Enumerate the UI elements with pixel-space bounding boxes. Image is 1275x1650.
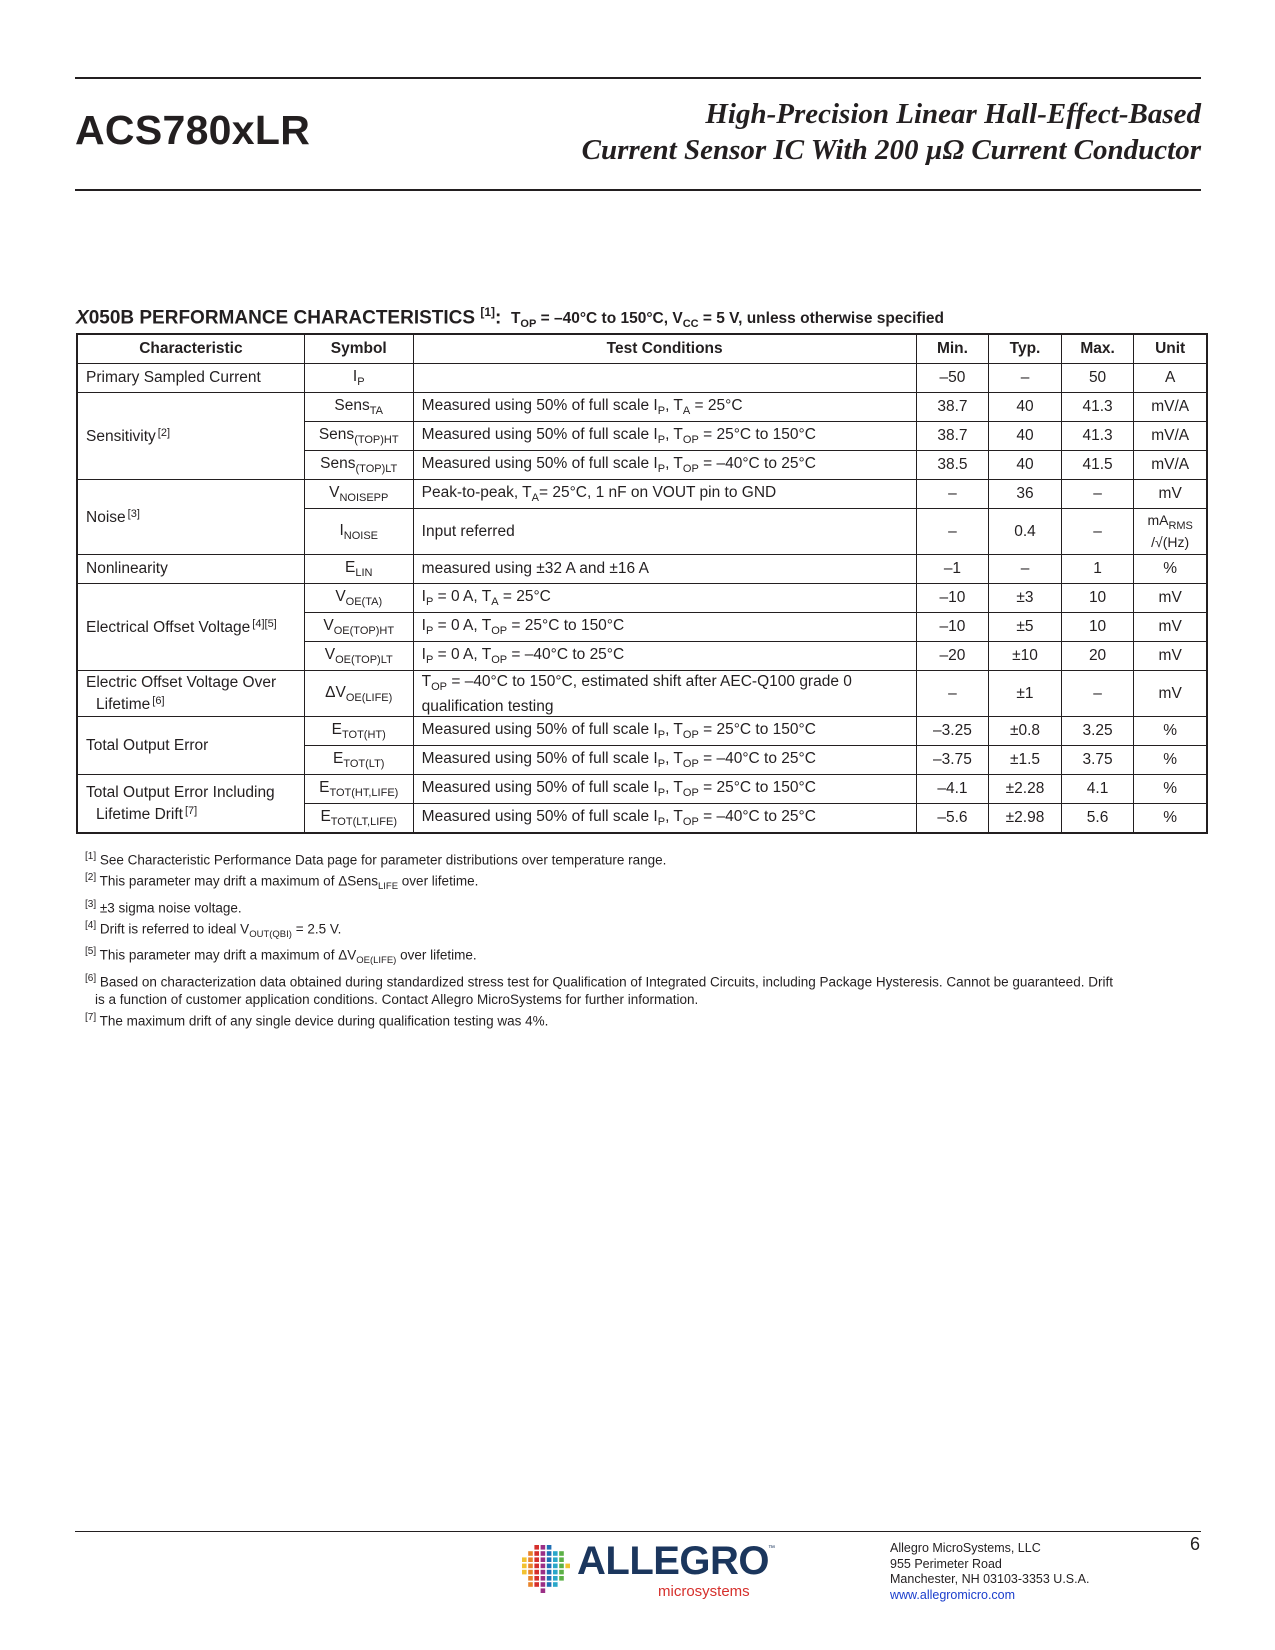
max-cell: 10 bbox=[1061, 584, 1134, 613]
characteristic-text: Noise bbox=[86, 508, 126, 526]
address-line-1: Allegro MicroSystems, LLC bbox=[890, 1541, 1041, 1555]
typ-cell: ±1.5 bbox=[989, 746, 1062, 775]
logo-dot bbox=[541, 1576, 546, 1581]
min-cell: 38.7 bbox=[916, 422, 989, 451]
test-conditions-cell: $I_P = 0$ A, $T_A = 25^\circ C$ bbox=[413, 584, 916, 613]
table-row bbox=[77, 671, 1207, 717]
characteristic-text-line2: Lifetime bbox=[96, 696, 151, 713]
typ-cell: 40 bbox=[989, 451, 1062, 480]
max-cell: 50 bbox=[1061, 364, 1134, 393]
cond-end: = 5 V, unless otherwise specified bbox=[698, 310, 944, 328]
characteristic-text-line1: Total Output Error Including bbox=[86, 784, 275, 801]
unit-cell: % bbox=[1134, 717, 1207, 746]
logo-subtitle: microsystems bbox=[658, 1583, 750, 1600]
symbol-sub: TA bbox=[369, 405, 384, 417]
address-line-2: 955 Perimeter Road bbox=[890, 1556, 1002, 1571]
logo-dot bbox=[528, 1551, 533, 1556]
header-typ: Typ. bbox=[989, 334, 1062, 364]
max-cell: 41.3 bbox=[1061, 393, 1134, 422]
characteristic-cell bbox=[77, 775, 304, 834]
unit-cell: mV bbox=[1134, 584, 1207, 613]
min-cell: –1 bbox=[916, 555, 989, 584]
symbol-cell bbox=[304, 775, 413, 804]
test-conditions-cell: measured using ±32 A and ±16 A bbox=[413, 555, 916, 584]
unit-cell: mV bbox=[1134, 642, 1207, 671]
section-title-ref: [1] bbox=[480, 305, 496, 319]
typ-cell: – bbox=[989, 555, 1062, 584]
typ-cell: ±0.8 bbox=[989, 717, 1062, 746]
note-ref: [2] bbox=[157, 426, 171, 439]
note-ref: [4][5] bbox=[252, 617, 277, 630]
symbol-sub: TOT(LT) bbox=[343, 758, 385, 770]
typ-cell: ±2.98 bbox=[989, 804, 1062, 834]
typ-cell: ±1 bbox=[989, 671, 1062, 717]
logo-dot bbox=[528, 1557, 533, 1562]
cond-t: T bbox=[510, 310, 521, 328]
section-title-colon: : bbox=[495, 307, 502, 329]
max-cell: 20 bbox=[1061, 642, 1134, 671]
symbol: I bbox=[352, 368, 358, 385]
max-cell: 3.25 bbox=[1061, 717, 1134, 746]
company-address bbox=[890, 1541, 1089, 1603]
footnote-2: [2] This parameter may drift a maximum of ΔSens$_{LIFE}$ over lifetime. bbox=[85, 872, 479, 893]
logo-dot bbox=[553, 1582, 558, 1587]
test-conditions-cell: Measured using 50% of full scale $I_P$, $T_{OP} = 25^\circ C$ to 150°C bbox=[413, 422, 916, 451]
footnote-7: [7] The maximum drift of any single device during qualification testing was 4%. bbox=[85, 1011, 549, 1029]
characteristic-cell: Nonlinearity bbox=[77, 555, 304, 584]
unit-cell: % bbox=[1134, 775, 1207, 804]
table-row bbox=[77, 717, 1207, 746]
logo-dot bbox=[547, 1576, 552, 1581]
logo-dot bbox=[559, 1564, 564, 1569]
logo-dot bbox=[547, 1564, 552, 1569]
characteristic-cell bbox=[77, 480, 304, 555]
table-row bbox=[77, 480, 1207, 509]
max-cell: – bbox=[1061, 671, 1134, 717]
logo-dot bbox=[547, 1582, 552, 1587]
symbol-cell bbox=[304, 717, 413, 746]
symbol-sub: TOT(HT) bbox=[342, 729, 386, 741]
symbol: V bbox=[323, 617, 334, 634]
header-symbol: Symbol bbox=[304, 334, 413, 364]
symbol-cell bbox=[304, 364, 413, 393]
performance-characteristics-table bbox=[76, 333, 1208, 834]
unit-cell: mV bbox=[1134, 480, 1207, 509]
characteristic-cell bbox=[77, 584, 304, 671]
footer-rule bbox=[75, 1531, 1201, 1532]
symbol-sub: OE(TA) bbox=[345, 596, 383, 608]
section-title bbox=[76, 305, 944, 330]
symbol-cell bbox=[304, 451, 413, 480]
symbol: E bbox=[332, 750, 344, 767]
typ-cell: 40 bbox=[989, 422, 1062, 451]
logo-dot bbox=[547, 1557, 552, 1562]
unit-cell bbox=[1134, 509, 1207, 555]
title-line-1: High-Precision Linear Hall-Effect-Based bbox=[705, 98, 1201, 130]
test-conditions-cell: Measured using 50% of full scale $I_P$, $T_{OP} = -40^\circ C$ to 25°C bbox=[413, 804, 916, 834]
unit-cell: % bbox=[1134, 555, 1207, 584]
test-conditions-cell: Measured using 50% of full scale $I_P$, $T_{OP} = 25^\circ C$ to 150°C bbox=[413, 775, 916, 804]
symbol-sub: NOISEPP bbox=[339, 492, 389, 504]
logo-dot bbox=[522, 1570, 527, 1575]
typ-cell: 40 bbox=[989, 393, 1062, 422]
test-conditions-cell: $I_P = 0$ A, $T_{OP} = -40^\circ C$ to 25°C bbox=[413, 642, 916, 671]
typ-cell: ±10 bbox=[989, 642, 1062, 671]
unit-cell: mV/A bbox=[1134, 451, 1207, 480]
symbol: V bbox=[324, 646, 336, 663]
part-number: ACS780xLR bbox=[75, 107, 311, 153]
characteristic-cell: Total Output Error bbox=[77, 717, 304, 775]
logo-dot bbox=[534, 1582, 539, 1587]
min-cell: –5.6 bbox=[916, 804, 989, 834]
note-ref: [6] bbox=[152, 695, 165, 707]
footnote-3: [3] ±3 sigma noise voltage. bbox=[85, 898, 242, 916]
logo-trademark: ™ bbox=[768, 1545, 775, 1552]
logo-dot bbox=[553, 1576, 558, 1581]
min-cell: –4.1 bbox=[916, 775, 989, 804]
symbol: V bbox=[329, 484, 340, 501]
logo-dot bbox=[534, 1545, 539, 1550]
note-ref: [7] bbox=[185, 805, 198, 817]
logo-dot bbox=[565, 1564, 570, 1569]
allegro-logo-mark-icon bbox=[520, 1543, 570, 1593]
unit-cell: A bbox=[1134, 364, 1207, 393]
symbol-sub: TOT(HT,LIFE) bbox=[329, 787, 399, 799]
characteristic-text: Electrical Offset Voltage bbox=[86, 618, 251, 636]
characteristic-text: Sensitivity bbox=[86, 427, 156, 445]
test-conditions-cell: Measured using 50% of full scale $I_P$, $T_A = 25^\circ C$ bbox=[413, 393, 916, 422]
typ-cell: – bbox=[989, 364, 1062, 393]
symbol-cell bbox=[304, 671, 413, 717]
header-test-conditions: Test Conditions bbox=[413, 334, 916, 364]
logo-dot bbox=[522, 1557, 527, 1562]
section-conditions bbox=[507, 310, 944, 331]
section-title-text: 050B PERFORMANCE CHARACTERISTICS bbox=[88, 307, 476, 329]
min-cell: –10 bbox=[916, 613, 989, 642]
logo-dot bbox=[541, 1588, 546, 1593]
symbol: ΔV bbox=[325, 683, 346, 701]
page-number: 6 bbox=[1189, 1534, 1200, 1554]
header-top-rule bbox=[75, 77, 1201, 79]
symbol: V bbox=[335, 588, 346, 605]
logo-dot bbox=[528, 1582, 533, 1587]
min-cell: –20 bbox=[916, 642, 989, 671]
logo-dot bbox=[528, 1564, 533, 1569]
symbol: I bbox=[339, 521, 344, 539]
footnotes bbox=[85, 848, 1205, 1030]
logo-dot bbox=[553, 1564, 558, 1569]
min-cell: – bbox=[916, 509, 989, 555]
table-row bbox=[77, 393, 1207, 422]
symbol-cell bbox=[304, 422, 413, 451]
symbol-cell bbox=[304, 555, 413, 584]
symbol: E bbox=[319, 779, 330, 796]
logo-dot bbox=[534, 1564, 539, 1569]
cond-t-sub: OP bbox=[520, 318, 537, 331]
logo-dot bbox=[559, 1576, 564, 1581]
logo-dot bbox=[534, 1557, 539, 1562]
symbol-cell bbox=[304, 509, 413, 555]
cond-v-sub: CC bbox=[682, 318, 699, 331]
symbol-cell bbox=[304, 393, 413, 422]
logo-dot bbox=[547, 1545, 552, 1550]
logo-dot bbox=[522, 1564, 527, 1569]
symbol-cell bbox=[304, 642, 413, 671]
logo-dot bbox=[534, 1576, 539, 1581]
symbol-sub: (TOP)LT bbox=[355, 463, 398, 475]
test-conditions-cell: Measured using 50% of full scale $I_P$, $T_{OP} = 25^\circ C$ to 150°C bbox=[413, 717, 916, 746]
header-bottom-rule bbox=[75, 189, 1201, 191]
table-row bbox=[77, 364, 1207, 393]
characteristic-cell bbox=[77, 671, 304, 717]
max-cell: – bbox=[1061, 509, 1134, 555]
symbol-sub: TOT(LT,LIFE) bbox=[330, 816, 397, 828]
logo-dot bbox=[553, 1570, 558, 1575]
header-characteristic: Characteristic bbox=[77, 334, 304, 364]
min-cell: 38.5 bbox=[916, 451, 989, 480]
symbol-sub: P bbox=[357, 376, 365, 388]
symbol-sub: OE(TOP)LT bbox=[335, 654, 393, 666]
website-link[interactable]: www.allegromicro.com bbox=[890, 1587, 1016, 1602]
footnote-6: [6] Based on characterization data obtained during standardized stress test for Qualification of Integrated Circuits, including Package Hysteresis. Cannot be guaranteed. Drift bbox=[85, 973, 1113, 990]
logo-dot bbox=[559, 1551, 564, 1556]
test-conditions-cell bbox=[413, 364, 916, 393]
symbol: E bbox=[320, 808, 331, 825]
symbol-sub: OE(LIFE) bbox=[345, 691, 393, 704]
typ-cell: 36 bbox=[989, 480, 1062, 509]
logo-dot bbox=[553, 1557, 558, 1562]
logo-dot bbox=[541, 1582, 546, 1587]
symbol: Sens bbox=[334, 397, 370, 414]
table-row bbox=[77, 555, 1207, 584]
symbol-cell bbox=[304, 480, 413, 509]
min-cell: –10 bbox=[916, 584, 989, 613]
table-row bbox=[77, 775, 1207, 804]
max-cell: 1 bbox=[1061, 555, 1134, 584]
characteristic-text-line1: Electric Offset Voltage Over bbox=[86, 674, 277, 691]
table-header-row bbox=[77, 334, 1207, 364]
symbol-sub: LIN bbox=[355, 567, 373, 579]
test-conditions-cell: Measured using 50% of full scale $I_P$, $T_{OP} = -40^\circ C$ to 25°C bbox=[413, 746, 916, 775]
logo-dot bbox=[534, 1551, 539, 1556]
test-conditions-cell: Peak-to-peak, $T_A= 25^\circ C$, 1 nF on VOUT pin to GND bbox=[413, 480, 916, 509]
characteristic-cell: Primary Sampled Current bbox=[77, 364, 304, 393]
header-unit: Unit bbox=[1134, 334, 1207, 364]
symbol: E bbox=[344, 559, 356, 576]
typ-cell: ±2.28 bbox=[989, 775, 1062, 804]
footnote-1: [1] See Characteristic Performance Data page for parameter distributions over temperature range. bbox=[85, 851, 667, 868]
logo-dot bbox=[534, 1570, 539, 1575]
logo-dot bbox=[553, 1551, 558, 1556]
logo-dot bbox=[541, 1551, 546, 1556]
test-conditions-cell: Input referred bbox=[413, 509, 916, 555]
logo-dot bbox=[547, 1551, 552, 1556]
logo-dot bbox=[541, 1557, 546, 1562]
symbol-sub: OE(TOP)HT bbox=[333, 625, 395, 637]
symbol-cell bbox=[304, 804, 413, 834]
symbol-sub: NOISE bbox=[343, 529, 378, 542]
max-cell: 4.1 bbox=[1061, 775, 1134, 804]
min-cell: – bbox=[916, 671, 989, 717]
max-cell: 3.75 bbox=[1061, 746, 1134, 775]
logo-dot bbox=[541, 1570, 546, 1575]
symbol-cell bbox=[304, 746, 413, 775]
logo-dot bbox=[547, 1570, 552, 1575]
section-title-x: X bbox=[76, 307, 89, 329]
logo-dot bbox=[528, 1576, 533, 1581]
typ-cell: 0.4 bbox=[989, 509, 1062, 555]
logo-dot bbox=[528, 1570, 533, 1575]
symbol: E bbox=[331, 721, 342, 738]
max-cell: 41.3 bbox=[1061, 422, 1134, 451]
address-line-3: Manchester, NH 03103-3353 U.S.A. bbox=[890, 1572, 1090, 1586]
footnote-5: [5] This parameter may drift a maximum of $\Delta V_{OE(LIFE)}$ over lifetime. bbox=[85, 946, 477, 967]
test-conditions-cell: $I_P = 0$ A, $T_{OP} = 25^\circ C$ to 150°C bbox=[413, 613, 916, 642]
footnote-6-continued: is a function of customer application conditions. Contact Allegro MicroSystems for further information. bbox=[95, 992, 699, 1008]
footnote-4: [4] Drift is referred to ideal $V_{OUT(QBI)} = 2.5$ V. bbox=[85, 919, 342, 940]
characteristic-cell bbox=[77, 393, 304, 480]
max-cell: 5.6 bbox=[1061, 804, 1134, 834]
unit-cell: mV bbox=[1134, 613, 1207, 642]
unit-stacked: $mA_{RMS}$ /√(Hz) bbox=[1147, 511, 1193, 550]
logo-wordmark: ALLEGRO bbox=[577, 1539, 770, 1583]
min-cell: – bbox=[916, 480, 989, 509]
test-conditions-cell: $T_{OP} = -40^\circ C$ to 150°C, estimated shift after AEC-Q100 grade 0 qualification testing bbox=[413, 671, 916, 717]
logo-dot bbox=[541, 1564, 546, 1569]
max-cell: 41.5 bbox=[1061, 451, 1134, 480]
logo-dot bbox=[559, 1557, 564, 1562]
note-ref: [3] bbox=[127, 507, 140, 520]
max-cell: 10 bbox=[1061, 613, 1134, 642]
unit-cell: mV/A bbox=[1134, 422, 1207, 451]
min-cell: –3.25 bbox=[916, 717, 989, 746]
unit-cell: mV/A bbox=[1134, 393, 1207, 422]
header-max: Max. bbox=[1061, 334, 1134, 364]
min-cell: 38.7 bbox=[916, 393, 989, 422]
logo-dot bbox=[541, 1545, 546, 1550]
min-cell: –50 bbox=[916, 364, 989, 393]
typ-cell: ±3 bbox=[989, 584, 1062, 613]
header-min: Min. bbox=[916, 334, 989, 364]
unit-cell: % bbox=[1134, 746, 1207, 775]
cond-mid: = –40°C to 150°C, V bbox=[536, 310, 683, 328]
symbol-cell bbox=[304, 584, 413, 613]
symbol: Sens bbox=[318, 426, 355, 443]
max-cell: – bbox=[1061, 480, 1134, 509]
unit-cell: % bbox=[1134, 804, 1207, 834]
characteristic-text-line2: Lifetime Drift bbox=[96, 806, 183, 823]
document-title bbox=[582, 96, 1201, 168]
title-line-2: Current Sensor IC With 200 µΩ Current Conductor bbox=[581, 134, 1201, 166]
logo-dot bbox=[559, 1570, 564, 1575]
symbol: Sens bbox=[320, 455, 356, 472]
unit-cell: mV bbox=[1134, 671, 1207, 717]
symbol-cell bbox=[304, 613, 413, 642]
table-row bbox=[77, 584, 1207, 613]
symbol-sub: (TOP)HT bbox=[354, 434, 399, 446]
test-conditions-cell: Measured using 50% of full scale $I_P$, $T_{OP} = -40^\circ C$ to 25°C bbox=[413, 451, 916, 480]
typ-cell: ±5 bbox=[989, 613, 1062, 642]
min-cell: –3.75 bbox=[916, 746, 989, 775]
